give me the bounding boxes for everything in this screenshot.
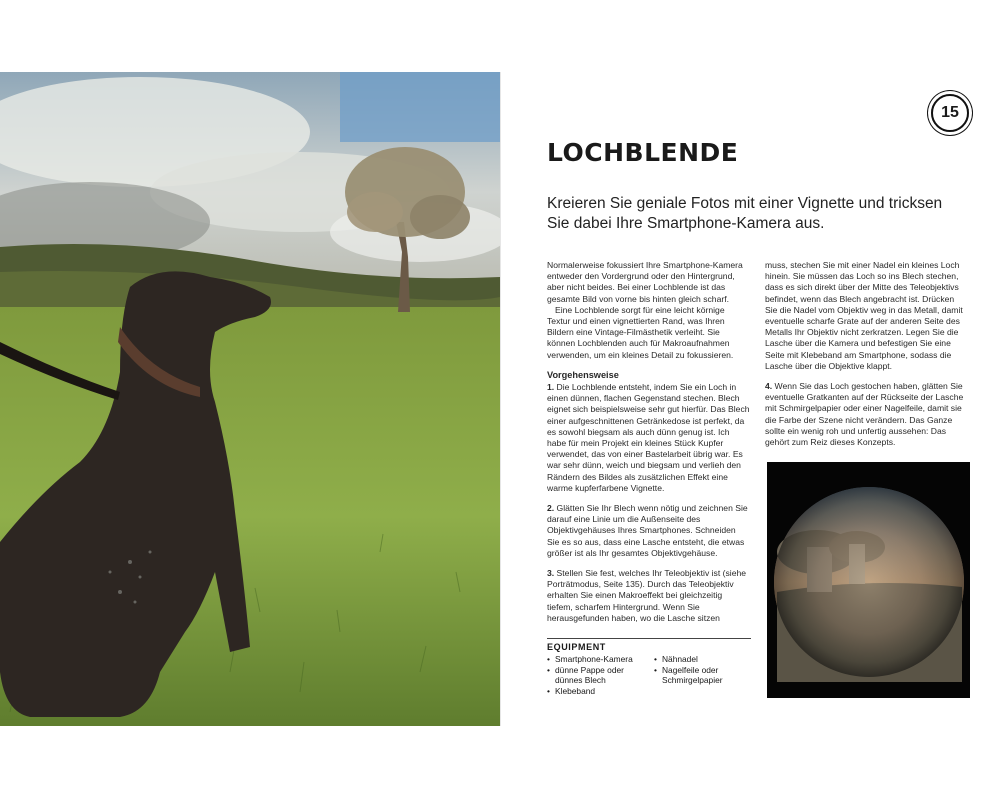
equipment-item-label: Smartphone-Kamera [555,653,633,664]
vignette-illustration [767,462,970,698]
step-3 [547,568,750,624]
equipment-title: EQUIPMENT [547,642,606,652]
equipment-item [654,665,749,687]
equipment-box [547,638,751,697]
equipment-item [654,654,749,665]
step-1 [547,382,750,494]
step-3-number: 3. [547,568,555,579]
equipment-item [547,686,642,697]
bullet-icon: • [654,653,657,664]
photo-illustration [0,72,500,726]
step-4-text: Wenn Sie das Loch gestochen haben, glätten Sie eventuelle Gratkanten auf der Rückseite der Lasche mit Schmirgelpapier oder einer Nagelfeile, damit sie die Farbe der Szene nicht verändern. Das Ganze sollte ein wenig roh und unfertig aussehen: Das gehört zum Reiz dieses Konzepts. [765,381,964,448]
step-4-number: 4. [765,381,773,392]
equipment-columns [547,654,751,697]
step-2 [547,503,750,559]
section-heading: Vorgehensweise [547,369,619,380]
equipment-item-label: Nagelfeile oder Schmirgelpapier [662,664,723,686]
step-3-continued: muss, stechen Sie mit einer Nadel ein kleines Loch hinein. Sie müssen das Loch so ins Blech stechen, dass es sich direkt über der Mitte des Teleobjektivs befindet, wenn das Blech angebracht ist. Drücken Sie die Nadel vom Objektiv weg in das Metall, damit eventuelle scharfe Grate auf der anderen Seite des Metalls Ihr Objektiv nicht zerkratzen. Legen Sie die Lasche über die Kamera und befestigen Sie eine Seite mit Klebeband am Smartphone, sodass die Lasche über die Objektive klappt. [765,260,963,371]
step-3-text: Stellen Sie fest, welches Ihr Teleobjektiv ist (siehe Porträtmodus, Seite 135). Durch das Teleobjektiv erhalten Sie einen Makroeffekt bei gleichzeitig tiefem, scharfem Hintergrund. Wenn Sie herausgefunden haben, wo die Lasche sitzen [547,568,747,623]
text-page [500,72,1000,726]
pinhole-vignette-photo [767,462,970,698]
equipment-item-label: dünne Pappe oder dünnes Blech [555,664,624,686]
equipment-item-label: Klebeband [555,686,596,697]
intro-paragraph-1: Normalerweise fokussiert Ihre Smartphone-Kamera entweder den Vordergrund oder den Hintergrund, aber nicht beides. Bei einer Lochblende ist das gesamte Bild von vorne bis hinten gleich scharf. [547,260,743,304]
text-column-left [547,260,750,633]
page-subtitle: Kreieren Sie geniale Fotos mit einer Vignette und tricksen Sie dabei Ihre Smartphone-Kamera aus. [547,195,943,232]
step-2-number: 2. [547,503,555,514]
bullet-icon: • [547,664,550,675]
equipment-column-2 [654,654,749,697]
equipment-item-label: Nähnadel [662,653,698,664]
step-1-number: 1. [547,382,555,393]
equipment-item [547,665,642,687]
text-column-right [765,260,968,457]
equipment-column-1 [547,654,642,697]
bullet-icon: • [547,686,550,697]
intro-paragraph-2: Eine Lochblende sorgt für eine leicht körnige Textur und einen vignettierten Rand, was Ihren Bildern eine Vintage-Filmästhetik verleiht. Sie können Lochblenden auch für Makroaufnahmen verwenden, um ein kleines Detail zu fokussieren. [547,304,734,360]
equipment-item [547,654,642,665]
bullet-icon: • [654,664,657,675]
page-title: LOCHBLENDE [547,138,739,167]
step-4 [765,381,968,448]
step-2-text: Glätten Sie Ihr Blech wenn nötig und zeichnen Sie darauf eine Linie um die Außenseite des Objektivgehäuses Ihres Smartphones. Schneiden Sie es so aus, dass eine Lasche entsteht, die etwas größer ist als Ihr gesamtes Objektivgehäuse. [547,503,748,558]
photo-dog-field [0,72,500,726]
bullet-icon: • [547,653,550,664]
page-number: 15 [931,94,969,132]
step-1-text: Die Lochblende entsteht, indem Sie ein Loch in einen dünnen, flachen Gegenstand stechen. Blech eignet sich beispielsweise sehr gut hierfür. Das Blech einer aufgeschnittenen Getränkedose ist perfekt, da es sowohl biegsam als auch dünn genug ist. Ich habe für mein Projekt ein kleines Stück Kupfer verwendet, das von einer Bastelarbeit übrig war. Es war sehr dünn, weich und biegsam und verlieh den Rändern des Bildes als zusätzlichen Effekt eine warme kupferfarbene Vignette. [547,382,750,493]
